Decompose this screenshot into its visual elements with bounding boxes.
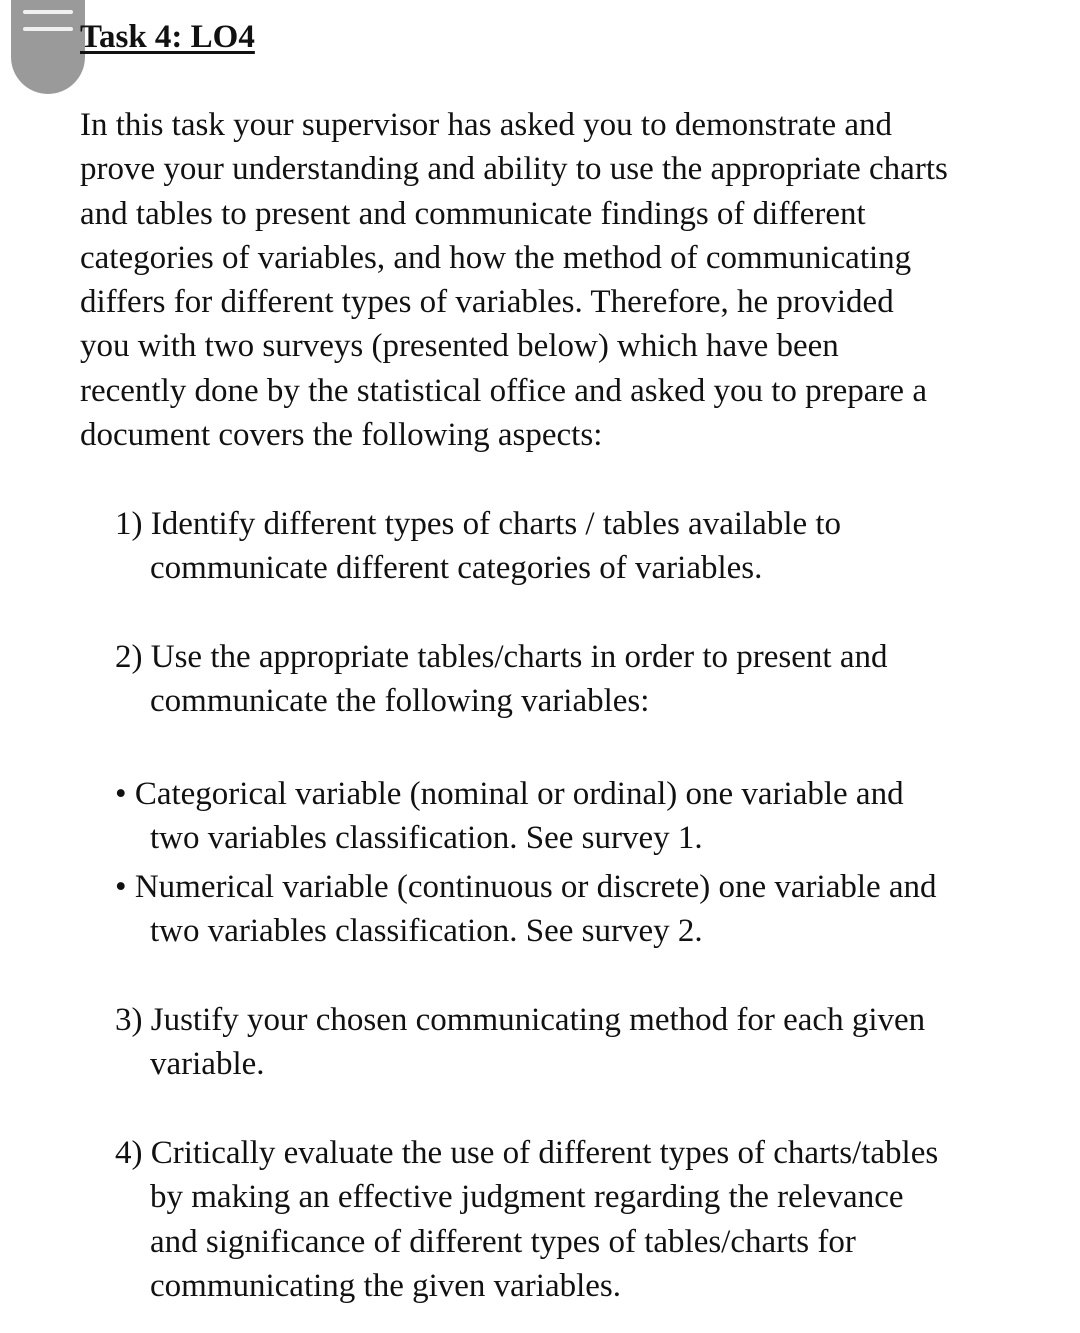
list-item-4: [115, 1131, 985, 1308]
intro-line: and tables to present and communicate findings of different: [80, 195, 866, 232]
list-item-text: Numerical variable (continuous or discrete) one variable and: [134, 869, 937, 905]
list-item-text: Use the appropriate tables/charts in order to present and: [150, 639, 888, 675]
intro-line: differs for different types of variables. Therefore, he provided: [80, 284, 894, 321]
intro-line: prove your understanding and ability to use the appropriate charts: [80, 151, 948, 188]
list-item-text: two variables classification. See survey 2.: [150, 913, 703, 950]
hamburger-menu-icon: [23, 10, 73, 14]
intro-paragraph: [80, 103, 1015, 457]
list-item-text: communicate different categories of variables.: [150, 550, 763, 587]
intro-line: categories of variables, and how the method of communicating: [80, 239, 912, 276]
list-marker: 4): [115, 1135, 143, 1171]
list-item-text: Categorical variable (nominal or ordinal) one variable and: [134, 776, 904, 812]
list-item-text: by making an effective judgment regarding the relevance: [150, 1179, 904, 1216]
list-item-1: [115, 502, 985, 591]
list-item-text: communicate the following variables:: [150, 683, 650, 720]
list-item-text: variable.: [150, 1046, 265, 1083]
intro-line: you with two surveys (presented below) which have been: [80, 328, 839, 365]
list-item-text: Critically evaluate the use of different types of charts/tables: [150, 1135, 939, 1171]
list-marker: 3): [115, 1002, 143, 1038]
intro-line: document covers the following aspects:: [80, 417, 603, 454]
intro-line: recently done by the statistical office and asked you to prepare a: [80, 372, 927, 409]
bullet-item-categorical: [115, 772, 985, 861]
list-item-text: communicating the given variables.: [150, 1267, 622, 1304]
bullet-marker: •: [115, 776, 127, 812]
list-item-3: [115, 998, 985, 1087]
list-item-text: Justify your chosen communicating method for each given: [150, 1002, 926, 1038]
bullet-marker: •: [115, 869, 127, 905]
list-item-2: [115, 635, 985, 724]
list-item-text: two variables classification. See survey 1.: [150, 820, 703, 857]
list-item-text: and significance of different types of tables/charts for: [150, 1223, 856, 1260]
list-marker: 2): [115, 639, 143, 675]
hamburger-menu-button[interactable]: [11, 0, 85, 94]
task-title: Task 4: LO4: [80, 19, 255, 55]
bullet-item-numerical: [115, 865, 985, 954]
intro-line: In this task your supervisor has asked you to demonstrate and: [80, 107, 893, 143]
hamburger-menu-icon-bar: [23, 27, 73, 31]
list-marker: 1): [115, 506, 143, 542]
list-item-text: Identify different types of charts / tables available to: [150, 506, 842, 542]
